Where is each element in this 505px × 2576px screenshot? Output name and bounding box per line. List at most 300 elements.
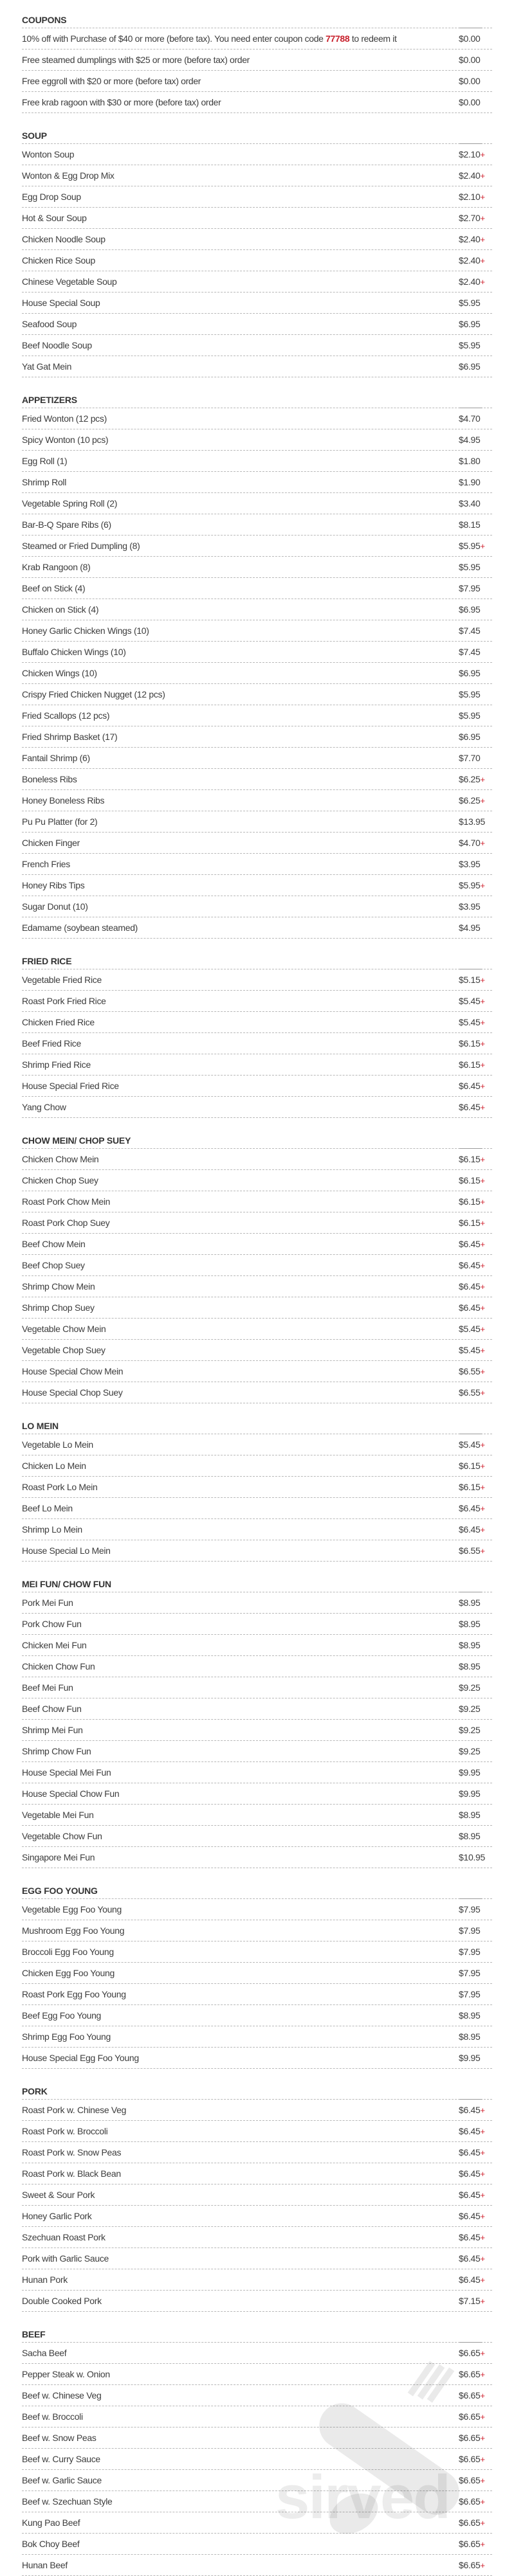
item-price-group (459, 1154, 492, 1165)
menu-item[interactable] (22, 1920, 492, 1941)
section-title: SOUP (22, 131, 47, 141)
menu-item[interactable] (22, 1382, 492, 1403)
menu-item[interactable] (22, 1677, 492, 1698)
item-price: $7.45 (459, 646, 481, 657)
item-price: $6.65 (459, 2474, 481, 2485)
item-name: Chicken Chow Fun (22, 1661, 95, 1671)
menu-item[interactable] (22, 2248, 492, 2269)
menu-item[interactable] (22, 2206, 492, 2227)
item-name: Bok Choy Beef (22, 2539, 80, 2549)
item-price-group (459, 234, 492, 245)
item-price: $7.45 (459, 625, 481, 636)
price-options-plus-icon: + (480, 1324, 485, 1334)
item-price-group (459, 2105, 492, 2116)
item-price: $9.25 (459, 1703, 481, 1714)
item-price-group (459, 732, 492, 743)
item-price: $2.10 (459, 149, 481, 159)
menu-item[interactable] (22, 408, 492, 429)
menu-item[interactable] (22, 663, 492, 684)
item-price: $8.95 (459, 2010, 481, 2021)
item-name: Beef Egg Foo Young (22, 2010, 102, 2021)
menu-item[interactable] (22, 1847, 492, 1868)
item-name: Shrimp Fried Rice (22, 1059, 91, 1070)
menu-item[interactable] (22, 1097, 492, 1118)
menu-item[interactable] (22, 1297, 492, 1319)
menu-item[interactable] (22, 1170, 492, 1191)
menu-item[interactable] (22, 854, 492, 875)
item-price: $8.15 (459, 519, 481, 530)
item-price-group (459, 859, 492, 870)
menu-item-list (22, 1592, 492, 1868)
menu-item[interactable] (22, 2364, 492, 2385)
item-price: $6.65 (459, 2453, 481, 2464)
item-price-group (459, 1545, 492, 1556)
item-name: Pork Mei Fun (22, 1598, 73, 1608)
menu-item[interactable] (22, 1540, 492, 1562)
item-price: $6.15 (459, 1059, 481, 1070)
item-price: $2.40 (459, 276, 481, 287)
item-price-group (459, 1725, 492, 1736)
price-options-plus-icon: + (480, 1081, 485, 1091)
item-name: Szechuan Roast Pork (22, 2232, 106, 2242)
menu-section-coupons (22, 0, 492, 113)
item-price: $6.45 (459, 2231, 481, 2242)
price-options-plus-icon: + (480, 880, 485, 890)
menu-item[interactable] (22, 451, 492, 472)
item-price-group (459, 2454, 492, 2465)
item-price: $1.90 (459, 476, 481, 487)
item-price-group (459, 901, 492, 912)
menu-section-pork (22, 2069, 492, 2312)
menu-item[interactable] (22, 620, 492, 642)
item-name: Roast Pork Lo Mein (22, 1482, 98, 1492)
item-price: $6.55 (459, 1545, 481, 1556)
item-price-group (459, 1968, 492, 1979)
menu-item[interactable] (22, 684, 492, 705)
item-price-group (459, 1788, 492, 1799)
item-price-group (459, 668, 492, 679)
item-name: Beef Mei Fun (22, 1682, 73, 1693)
menu-item[interactable] (22, 1826, 492, 1847)
item-price: $4.70 (459, 837, 481, 848)
item-name: Wonton & Egg Drop Mix (22, 170, 115, 181)
menu-item[interactable] (22, 2427, 492, 2449)
item-price-group (459, 33, 492, 44)
menu-item[interactable] (22, 2227, 492, 2248)
item-price-group (459, 1038, 492, 1049)
price-options-plus-icon: + (480, 255, 485, 266)
item-name: Krab Rangoon (8) (22, 562, 91, 572)
item-price-group (459, 2433, 492, 2444)
menu-item[interactable] (22, 356, 492, 377)
item-price-group (459, 2147, 492, 2158)
menu-item[interactable] (22, 314, 492, 335)
item-price: $3.95 (459, 858, 481, 869)
item-price: $6.95 (459, 361, 481, 372)
price-options-plus-icon: + (480, 1059, 485, 1070)
menu-item[interactable] (22, 917, 492, 939)
menu-item[interactable] (22, 250, 492, 271)
item-price: $5.45 (459, 995, 481, 1006)
menu-item[interactable] (22, 2449, 492, 2470)
item-name: Hunan Pork (22, 2274, 68, 2285)
watermark-text: sirved (275, 2463, 450, 2532)
menu-item[interactable] (22, 229, 492, 250)
menu-item-list (22, 28, 492, 113)
menu-item[interactable] (22, 271, 492, 293)
menu-item[interactable] (22, 1592, 492, 1614)
item-price-group (459, 1746, 492, 1757)
item-price-group (459, 2031, 492, 2042)
item-price-group (459, 2411, 492, 2422)
item-price-group (459, 1196, 492, 1207)
menu-item[interactable] (22, 293, 492, 314)
menu-item[interactable] (22, 1276, 492, 1297)
item-name: Fried Scallops (12 pcs) (22, 710, 110, 721)
menu-item[interactable] (22, 705, 492, 726)
item-price-group (459, 1947, 492, 1958)
item-price: $6.65 (459, 2432, 481, 2443)
coupon-item[interactable] (22, 50, 492, 71)
price-options-plus-icon: + (480, 1345, 485, 1355)
price-options-plus-icon: + (480, 1281, 485, 1292)
menu-item[interactable] (22, 1941, 492, 1963)
menu-item[interactable] (22, 2291, 492, 2312)
item-price: $7.70 (459, 752, 481, 763)
item-price: $6.45 (459, 1302, 481, 1313)
menu-item[interactable] (22, 2121, 492, 2142)
menu-item[interactable] (22, 1212, 492, 1234)
price-options-plus-icon: + (480, 1439, 485, 1450)
item-price-group (459, 213, 492, 224)
menu-item[interactable] (22, 1984, 492, 2005)
coupon-item[interactable] (22, 28, 492, 50)
item-price: $2.40 (459, 170, 481, 181)
menu-item[interactable] (22, 1783, 492, 1805)
menu-section-chow-mein-chop-suey (22, 1118, 492, 1403)
item-name: Free steamed dumplings with $25 or more (before tax) order (22, 55, 250, 65)
menu-item[interactable] (22, 2026, 492, 2048)
price-options-plus-icon: + (480, 234, 485, 244)
price-options-plus-icon: + (480, 2105, 485, 2115)
item-price: $8.95 (459, 1830, 481, 1841)
item-price-group (459, 1345, 492, 1356)
item-price-group (459, 1524, 492, 1535)
section-title: CHOW MEIN/ CHOP SUEY (22, 1135, 131, 1146)
item-price-group (459, 2296, 492, 2307)
item-name: Kung Pao Beef (22, 2517, 80, 2528)
menu-item[interactable] (22, 335, 492, 356)
menu-item[interactable] (22, 1762, 492, 1783)
item-price-group (459, 255, 492, 266)
price-options-plus-icon: + (480, 1461, 485, 1471)
menu-item[interactable] (22, 1614, 492, 1635)
price-options-plus-icon: + (480, 1154, 485, 1164)
menu-item[interactable] (22, 599, 492, 620)
item-price-group (459, 319, 492, 330)
menu-section-mei-fun-chow-fun (22, 1562, 492, 1868)
item-name: House Special Soup (22, 298, 100, 308)
item-name: Roast Pork w. Black Bean (22, 2168, 121, 2179)
menu-item[interactable] (22, 186, 492, 208)
item-price-group (459, 1102, 492, 1113)
menu-item[interactable] (22, 2555, 492, 2576)
item-name: Edamame (soybean steamed) (22, 923, 138, 933)
menu-item[interactable] (22, 769, 492, 790)
item-name: Pu Pu Platter (for 2) (22, 816, 98, 827)
price-options-plus-icon: + (480, 975, 485, 985)
item-price: $5.95 (459, 297, 481, 308)
item-price: $7.95 (459, 582, 481, 593)
menu-item[interactable] (22, 2534, 492, 2555)
menu-item-list (22, 1434, 492, 1562)
item-price: $9.95 (459, 2052, 481, 2063)
item-price: $5.95 (459, 689, 481, 699)
menu-item[interactable] (22, 1635, 492, 1656)
item-name: Roast Pork w. Chinese Veg (22, 2105, 127, 2115)
item-price-group (459, 1682, 492, 1693)
item-name: Beef Chow Mein (22, 1239, 86, 1249)
menu-item[interactable] (22, 969, 492, 991)
item-price-group (459, 55, 492, 66)
price-options-plus-icon: + (480, 2454, 485, 2464)
item-price-group (459, 1925, 492, 1936)
item-name: Pepper Steak w. Onion (22, 2369, 110, 2379)
menu-item[interactable] (22, 1698, 492, 1720)
menu (22, 0, 492, 2576)
item-price: $5.95 (459, 540, 481, 551)
menu-item[interactable] (22, 1720, 492, 1741)
menu-item[interactable] (22, 642, 492, 663)
menu-item[interactable] (22, 1656, 492, 1677)
item-name: Spicy Wonton (10 pcs) (22, 435, 109, 445)
item-price-group (459, 562, 492, 573)
item-price-group (459, 1598, 492, 1608)
menu-item[interactable] (22, 1033, 492, 1054)
price-options-plus-icon: + (480, 2496, 485, 2507)
price-options-plus-icon: + (480, 213, 485, 223)
menu-section-appetizers (22, 377, 492, 939)
price-options-plus-icon: + (480, 2126, 485, 2136)
price-options-plus-icon: + (480, 2232, 485, 2242)
menu-item[interactable] (22, 208, 492, 229)
item-price: $8.95 (459, 1618, 481, 1629)
item-price-group (459, 2211, 492, 2222)
item-price: $5.95 (459, 710, 481, 721)
item-price-group (459, 2517, 492, 2528)
menu-item[interactable] (22, 429, 492, 451)
menu-item[interactable] (22, 1477, 492, 1498)
item-price: $7.95 (459, 1988, 481, 1999)
section-title: MEI FUN/ CHOW FUN (22, 1579, 111, 1589)
item-price-group (459, 795, 492, 806)
item-price-group (459, 838, 492, 849)
item-price: $8.95 (459, 1597, 481, 1608)
menu-item[interactable] (22, 493, 492, 514)
item-price-group (459, 2126, 492, 2137)
menu-item[interactable] (22, 2406, 492, 2427)
item-name: House Special Fried Rice (22, 1081, 119, 1091)
menu-item[interactable] (22, 1149, 492, 1170)
item-price-group (459, 647, 492, 658)
item-name: Shrimp Chow Fun (22, 1746, 91, 1756)
price-options-plus-icon: + (480, 2433, 485, 2443)
item-name: Honey Ribs Tips (22, 880, 85, 890)
menu-item[interactable] (22, 1519, 492, 1540)
item-price-group (459, 2274, 492, 2285)
menu-item[interactable] (22, 1805, 492, 1826)
menu-item[interactable] (22, 1963, 492, 1984)
item-name: Fried Shrimp Basket (17) (22, 732, 118, 742)
price-options-plus-icon: + (480, 2147, 485, 2157)
menu-item[interactable] (22, 2142, 492, 2163)
item-price-group (459, 340, 492, 351)
menu-item[interactable] (22, 1899, 492, 1920)
item-price-group (459, 2496, 492, 2507)
menu-item[interactable] (22, 1012, 492, 1033)
item-price-group (459, 456, 492, 467)
item-price-group (459, 1260, 492, 1271)
menu-item[interactable] (22, 144, 492, 165)
item-price-group (459, 2232, 492, 2243)
menu-item[interactable] (22, 1455, 492, 1477)
price-options-plus-icon: + (480, 1102, 485, 1112)
item-price: $6.15 (459, 1481, 481, 1492)
section-title: APPETIZERS (22, 395, 77, 405)
item-price: $6.25 (459, 795, 481, 806)
menu-section-egg-foo-young (22, 1868, 492, 2069)
menu-item[interactable] (22, 1234, 492, 1255)
item-price-group (459, 774, 492, 785)
menu-item[interactable] (22, 2163, 492, 2184)
item-name: Sugar Donut (10) (22, 901, 88, 912)
price-options-plus-icon: + (480, 541, 485, 551)
menu-item[interactable] (22, 2100, 492, 2121)
item-price: $5.95 (459, 561, 481, 572)
menu-item[interactable] (22, 2385, 492, 2406)
menu-item[interactable] (22, 1340, 492, 1361)
menu-item[interactable] (22, 896, 492, 917)
menu-item[interactable] (22, 2048, 492, 2069)
item-name: Vegetable Spring Roll (2) (22, 498, 118, 509)
menu-item[interactable] (22, 1255, 492, 1276)
item-name: Chicken on Stick (4) (22, 604, 99, 615)
menu-item[interactable] (22, 1434, 492, 1455)
menu-item[interactable] (22, 2512, 492, 2534)
menu-item[interactable] (22, 165, 492, 186)
item-name: Fried Wonton (12 pcs) (22, 413, 107, 424)
item-price-group (459, 2348, 492, 2359)
menu-section-beef (22, 2312, 492, 2576)
menu-item[interactable] (22, 726, 492, 748)
item-name: Shrimp Lo Mein (22, 1524, 82, 1535)
menu-item[interactable] (22, 2184, 492, 2206)
item-price: $9.25 (459, 1724, 481, 1735)
menu-item[interactable] (22, 578, 492, 599)
menu-item[interactable] (22, 1076, 492, 1097)
item-name: Pork Chow Fun (22, 1619, 82, 1629)
menu-item[interactable] (22, 811, 492, 833)
menu-item[interactable] (22, 2470, 492, 2491)
item-price-group (459, 1175, 492, 1186)
item-name: Hunan Beef (22, 2560, 68, 2570)
coupon-item[interactable] (22, 71, 492, 92)
item-price: $6.65 (459, 2347, 481, 2358)
menu-item[interactable] (22, 875, 492, 896)
item-name: Beef Chow Fun (22, 1704, 82, 1714)
coupon-item[interactable] (22, 92, 492, 113)
menu-item[interactable] (22, 1191, 492, 1212)
item-price-group (459, 192, 492, 203)
item-price-group (459, 1059, 492, 1070)
item-name: Beef Lo Mein (22, 1503, 73, 1513)
menu-item[interactable] (22, 1741, 492, 1762)
item-name: Vegetable Chow Fun (22, 1831, 102, 1841)
item-name: Roast Pork w. Snow Peas (22, 2147, 122, 2157)
item-price: $9.95 (459, 1767, 481, 1778)
item-name: Singapore Mei Fun (22, 1852, 95, 1862)
menu-item[interactable] (22, 2491, 492, 2512)
item-name: Beef w. Chinese Veg (22, 2390, 102, 2400)
item-price-group (459, 1081, 492, 1092)
menu-item[interactable] (22, 557, 492, 578)
menu-item[interactable] (22, 1319, 492, 1340)
item-price-group (459, 2539, 492, 2550)
menu-item[interactable] (22, 514, 492, 536)
item-name: Egg Roll (1) (22, 456, 68, 466)
item-price: $6.15 (459, 1175, 481, 1185)
menu-item[interactable] (22, 991, 492, 1012)
item-price-group (459, 361, 492, 372)
item-price-group (459, 477, 492, 488)
item-price: $6.15 (459, 1038, 481, 1049)
item-name: Fantail Shrimp (6) (22, 753, 90, 763)
menu-item[interactable] (22, 748, 492, 769)
menu-item[interactable] (22, 1498, 492, 1519)
menu-item[interactable] (22, 790, 492, 811)
section-title: LO MEIN (22, 1421, 59, 1431)
item-name: Vegetable Lo Mein (22, 1439, 93, 1450)
item-name: Roast Pork Chop Suey (22, 1218, 110, 1228)
menu-item-list (22, 408, 492, 939)
menu-item[interactable] (22, 2343, 492, 2364)
menu-item[interactable] (22, 2269, 492, 2291)
menu-item[interactable] (22, 833, 492, 854)
item-price-group (459, 435, 492, 446)
item-price: $5.95 (459, 339, 481, 350)
item-name: Beef w. Snow Peas (22, 2433, 96, 2443)
menu-item[interactable] (22, 2005, 492, 2026)
item-price-group (459, 689, 492, 700)
item-price-group (459, 1619, 492, 1630)
item-name: Vegetable Mei Fun (22, 1810, 94, 1820)
price-options-plus-icon: + (480, 1482, 485, 1492)
item-name: Bar-B-Q Spare Ribs (6) (22, 519, 111, 530)
item-price: $6.45 (459, 1524, 481, 1535)
menu-item-list (22, 143, 492, 377)
menu-item[interactable] (22, 1361, 492, 1382)
item-price-group (459, 2190, 492, 2201)
item-name: Free krab ragoon with $30 or more (before tax) order (22, 97, 221, 107)
item-price-group (459, 541, 492, 552)
item-name: Seafood Soup (22, 319, 77, 329)
menu-item[interactable] (22, 1054, 492, 1076)
menu-item[interactable] (22, 536, 492, 557)
menu-item[interactable] (22, 472, 492, 493)
price-options-plus-icon: + (480, 1545, 485, 1556)
menu-item-list (22, 1148, 492, 1403)
item-name: French Fries (22, 859, 70, 869)
